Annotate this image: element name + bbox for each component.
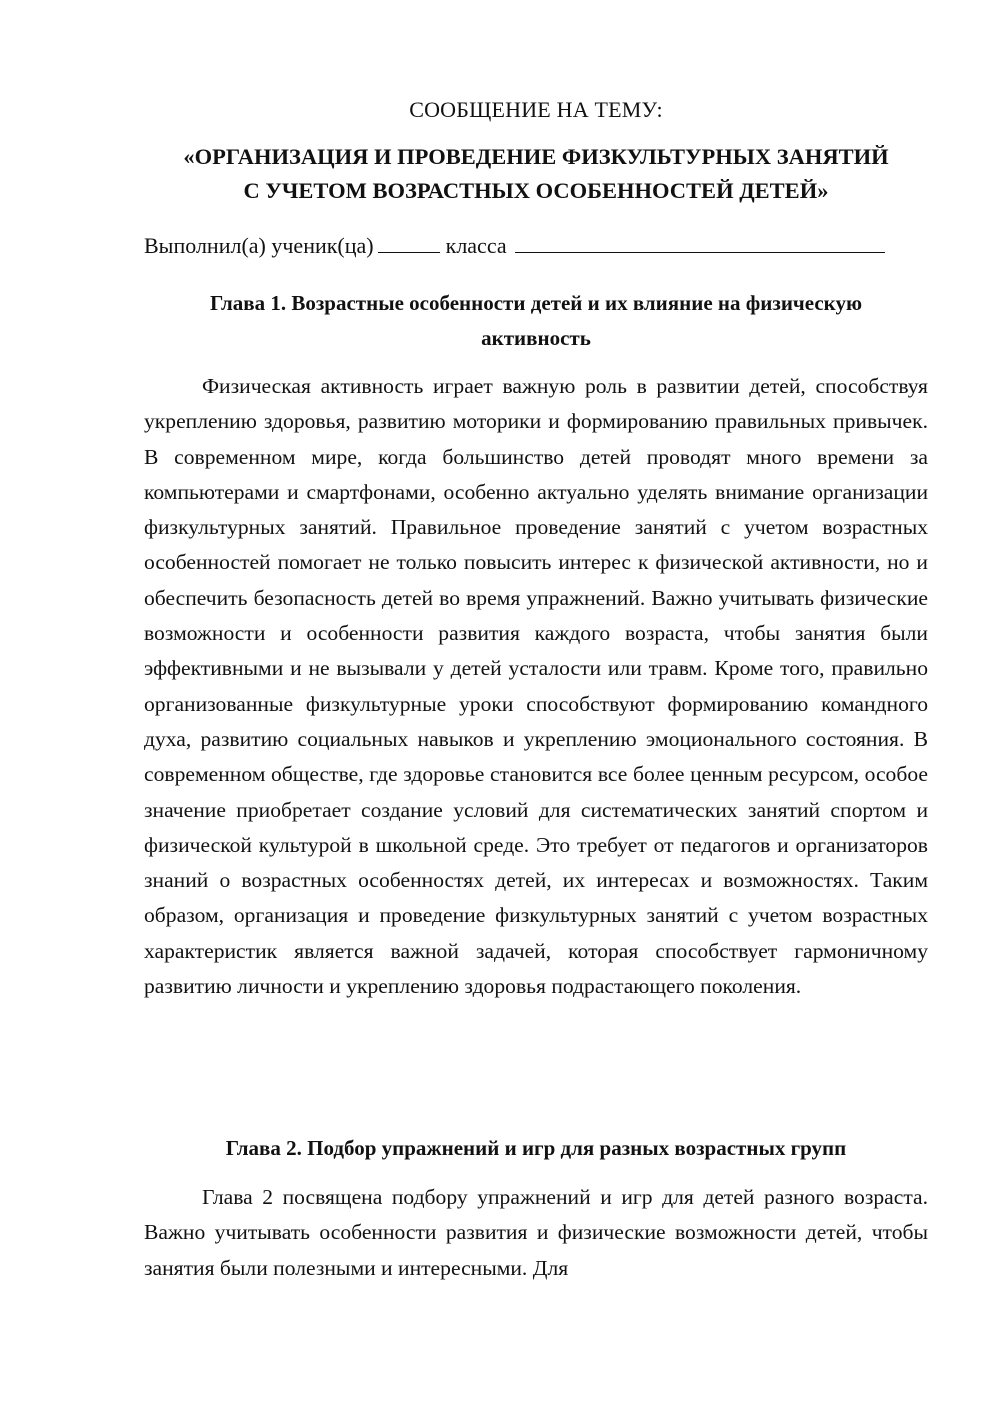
chapter-2-title-line-1: Глава 2. Подбор упражнений и игр для разных возрастных групп [225, 1136, 847, 1160]
document-page [144, 0, 928, 1414]
chapter-1-title-line-1: Глава 1. Возрастные особенности детей и их влияние на физическую [209, 291, 863, 315]
author-class-word: класса [445, 233, 507, 258]
document-title [144, 140, 928, 208]
name-blank-line [515, 230, 885, 253]
document-title-line-2: С УЧЕТОМ ВОЗРАСТНЫХ ОСОБЕННОСТЕЙ ДЕТЕЙ» [243, 178, 829, 203]
chapter-1-paragraph: Физическая активность играет важную роль в развитии детей, способствуя укреплению здоровья, развитию моторики и формированию правильных привычек. В современном мире, когда большинство детей проводят много времени за компьютерами и смартфонами, особенно актуально уделять внимание организации физкультурных занятий. Правильное проведение занятий с учетом возрастных особенностей помогает не только повысить интерес к физической активности, но и обеспечить безопасность детей во время упражнений. Важно учитывать физические возможности и особенности развития каждого возраста, чтобы занятия были эффективными и не вызывали у детей усталости или травм. Кроме того, правильно организованные физкультурные уроки способствуют формированию командного духа, развитию социальных навыков и укреплению эмоционального состояния. В современном обществе, где здоровье становится все более ценным ресурсом, особое значение приобретает создание условий для систематических занятий спортом и физической культурой в школьной среде. Это требует от педагогов и организаторов знаний о возрастных особенностях детей, их интересах и возможностях. Таким образом, организация и проведение физкультурных занятий с учетом возрастных характеристик является важной задачей, которая способствует гармоничному развитию личности и укреплению здоровья подрастающего поколения. [144, 374, 928, 999]
document-label: СООБЩЕНИЕ НА ТЕМУ: [409, 97, 663, 122]
chapter-1-title-line-2: активность [481, 326, 591, 350]
chapter-1-title [144, 286, 928, 356]
chapter-2-title [144, 1131, 928, 1166]
class-blank-line [378, 230, 440, 253]
author-line [144, 230, 928, 261]
chapter-2-paragraph: Глава 2 посвящена подбору упражнений и игр для детей разного возраста. Важно учитывать особенности развития и физические возможности детей, чтобы занятия были полезными и интересными. Для [144, 1185, 928, 1280]
author-prefix: Выполнил(а) ученик(ца) [144, 233, 374, 258]
document-title-line-1: «ОРГАНИЗАЦИЯ И ПРОВЕДЕНИЕ ФИЗКУЛЬТУРНЫХ ЗАНЯТИЙ [183, 144, 889, 169]
